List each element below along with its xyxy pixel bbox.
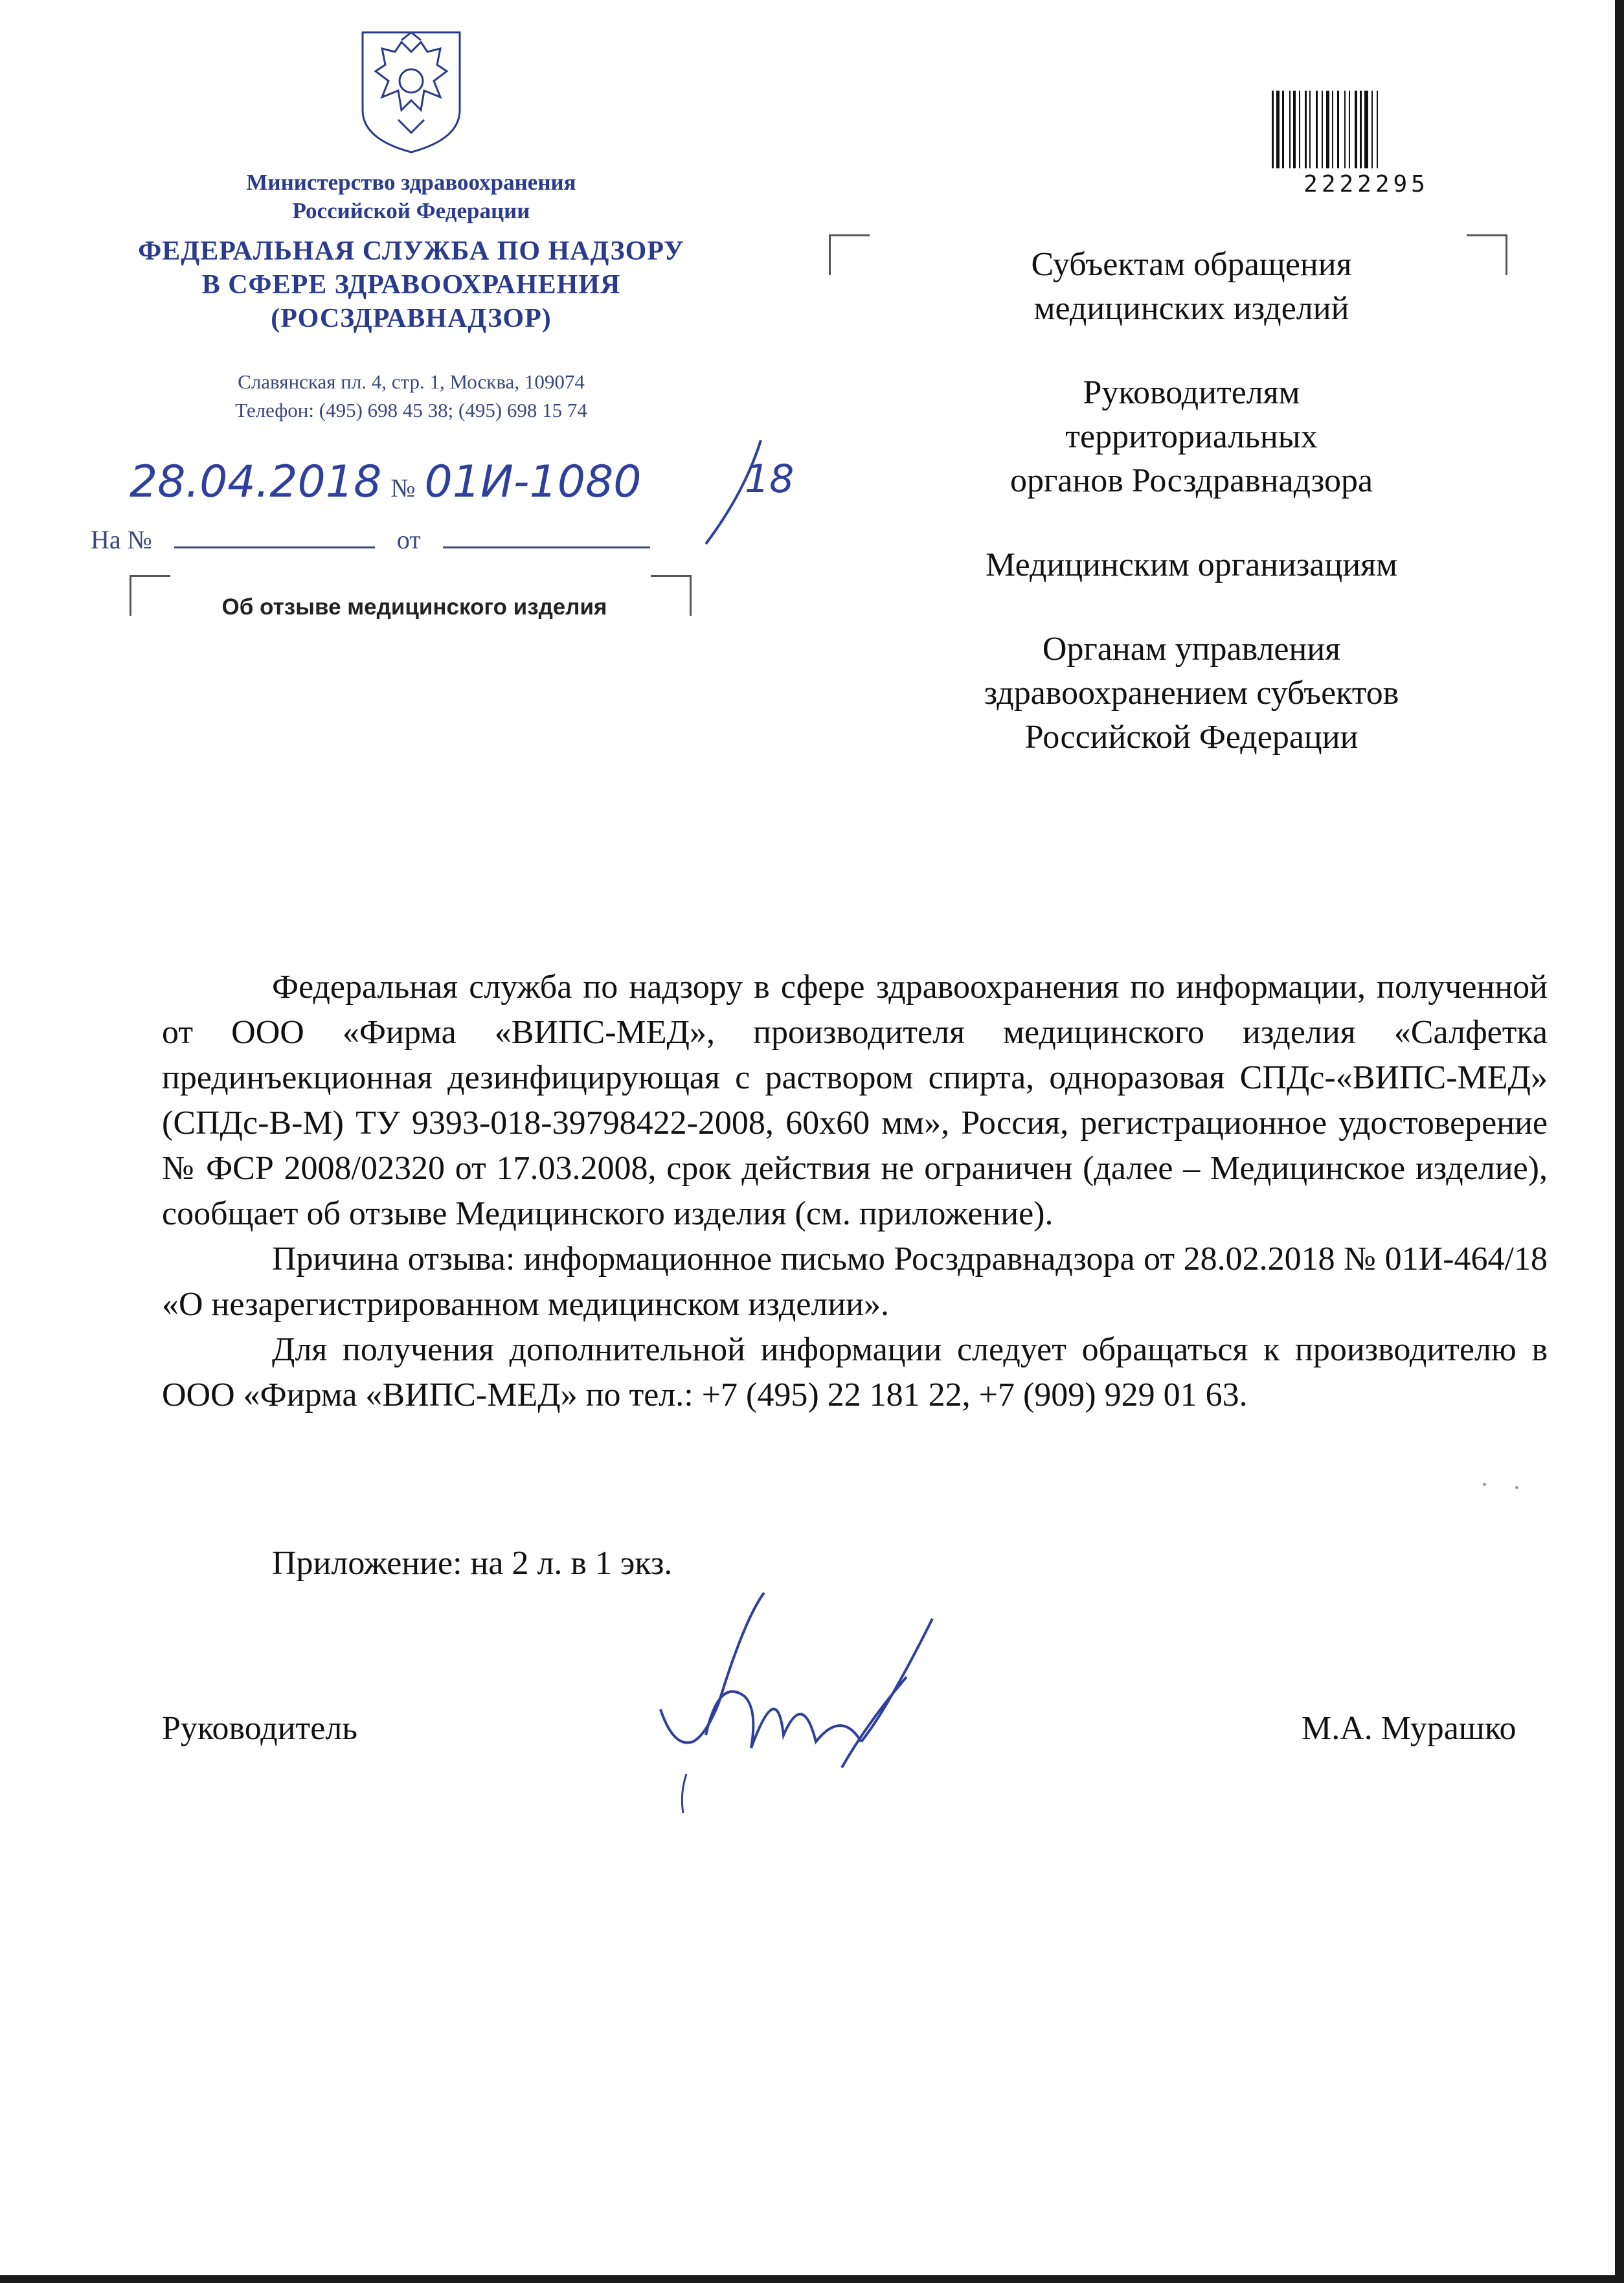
addressee-item [907, 243, 1476, 331]
barcode-bar [1289, 91, 1291, 168]
address-line: Славянская пл. 4, стр. 1, Москва, 109074 [238, 370, 585, 393]
barcode [1269, 91, 1463, 197]
coat-of-arms-icon [356, 26, 466, 155]
barcode-bars [1269, 91, 1463, 168]
ministry-line-2: Российской Федерации [292, 198, 530, 223]
addressee-line: органов Росздравнадзора [1009, 462, 1373, 499]
barcode-bar [1293, 91, 1296, 168]
body-paragraph-2: Причина отзыва: информационное письмо Росздравнадзора от 28.02.2018 № 01И-464/18 «О незарегистрированном медицинском изделии». [162, 1241, 1548, 1323]
barcode-bar [1282, 91, 1284, 168]
barcode-bar [1276, 91, 1280, 168]
barcode-bar [1337, 91, 1339, 168]
service-line-3: (РОСЗДРАВНАДЗОР) [271, 304, 552, 333]
addressee-line: Российской Федерации [1024, 719, 1359, 756]
addressee-item [907, 543, 1476, 587]
scan-edge-bottom [0, 2275, 1624, 2283]
barcode-bar [1364, 91, 1368, 168]
reply-number-blank [174, 527, 375, 548]
reply-to-label: На № [91, 525, 152, 554]
addressee-item [907, 371, 1476, 503]
barcode-bar [1332, 91, 1333, 168]
address-block [104, 368, 719, 425]
scan-speck [1483, 1483, 1486, 1486]
reply-date-blank [443, 527, 650, 548]
service-line-1: ФЕДЕРАЛЬНАЯ СЛУЖБА ПО НАДЗОРУ [138, 236, 684, 266]
ministry-line-1: Министерство здравоохранения [246, 170, 576, 195]
barcode-bar [1326, 91, 1329, 168]
addressee-line: Руководителям [1083, 374, 1300, 411]
addressee-line: медицинских изделий [1033, 290, 1349, 327]
addressee-line: Субъектам обращения [1031, 246, 1352, 283]
body-paragraph-3: Для получения дополнительной информации следует обращаться к производителю в ООО «Фирма «ВИПС-МЕД» по тел.: +7 (495) 22 181 22, +7 (909) 929 01 63. [162, 1331, 1548, 1413]
signer-title: Руководитель [162, 1710, 357, 1747]
addressee-line: Органам управления [1042, 631, 1341, 668]
addressee-line: территориальных [1065, 418, 1318, 455]
barcode-bar [1371, 91, 1373, 168]
phone-line: Телефон: (495) 698 45 38; (495) 698 15 74 [235, 399, 587, 422]
reply-reference-line [91, 524, 650, 555]
barcode-bar [1305, 91, 1307, 168]
registration-date: 28.04.2018 [130, 456, 382, 508]
letter-subject: Об отзыве медицинского изделия [221, 594, 607, 620]
scan-edge-right [1615, 0, 1624, 2283]
addressee-block [907, 243, 1476, 800]
barcode-bar [1355, 91, 1357, 168]
number-sign: № [390, 473, 416, 502]
signer-name: М.А. Мурашко [1302, 1710, 1517, 1747]
addressee-line: Медицинским организациям [986, 546, 1397, 583]
attachment-note: Приложение: на 2 л. в 1 экз. [272, 1545, 673, 1582]
addressee-corner-left [829, 234, 870, 275]
addressee-item [907, 627, 1476, 759]
registration-line [130, 456, 642, 508]
barcode-bar [1316, 91, 1318, 168]
letterhead [104, 26, 719, 425]
handwritten-signature [648, 1580, 984, 1878]
scan-speck [1515, 1486, 1518, 1489]
barcode-bar [1344, 91, 1346, 168]
reply-from-label: от [396, 525, 421, 554]
barcode-bar [1309, 91, 1311, 168]
barcode-bar [1360, 91, 1362, 168]
barcode-number: 2222295 [1303, 171, 1429, 197]
barcode-bar [1299, 91, 1300, 168]
barcode-bar [1272, 91, 1274, 168]
body-paragraph-1: Федеральная служба по надзору в сфере здравоохранения по информации, полученной от ООО «Фирма «ВИПС-МЕД», производителя медицинского изделия «Салфетка прединъекционная дезинфицирующая с раствором спирта, одноразовая СПДс-«ВИПС-МЕД» (СПДс-В-М) ТУ 9393-018-39798422-2008, 60х60 мм», Россия, регистрационное удостоверение № ФСР 2008/02320 от 17.03.2008, срок действия не ограничен (далее – Медицинское изделие), сообщает об отзыве Медицинского изделия (см. приложение). [162, 969, 1548, 1232]
barcode-bar [1322, 91, 1323, 168]
letter-body [162, 965, 1548, 1418]
addressee-line: здравоохранением субъектов [984, 675, 1399, 712]
service-line-2: В СФЕРЕ ЗДРАВООХРАНЕНИЯ [201, 270, 621, 300]
registration-suffix: 18 [745, 456, 795, 502]
barcode-bar [1349, 91, 1350, 168]
barcode-bar [1377, 91, 1378, 168]
ministry-name [104, 168, 719, 225]
registration-number: 01И-1080 [424, 456, 642, 508]
service-name [104, 234, 719, 335]
